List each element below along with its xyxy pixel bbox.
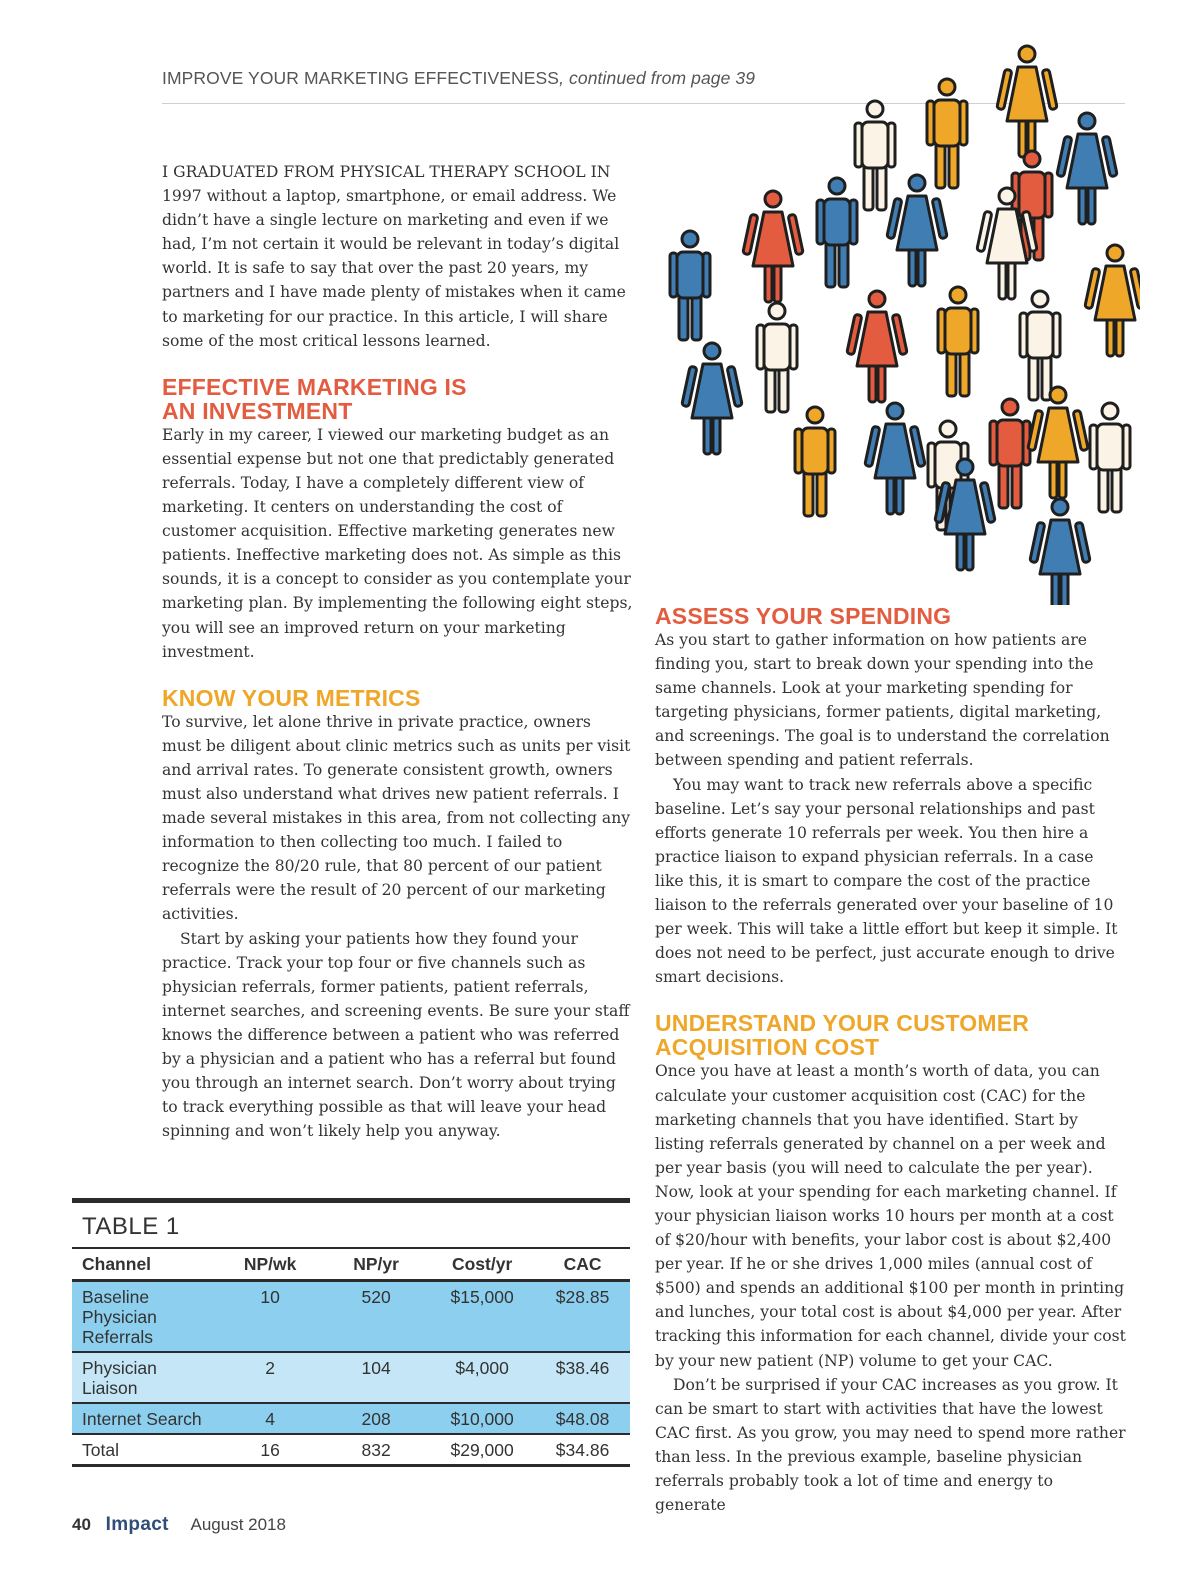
heading-line: UNDERSTAND YOUR CUSTOMER <box>655 1010 1030 1037</box>
table-row <box>72 1403 630 1434</box>
intro-paragraph <box>162 160 634 353</box>
running-head-continued: , continued from page 39 <box>559 68 756 88</box>
cell-np-yr: 104 <box>323 1352 429 1403</box>
person-icon <box>887 175 947 286</box>
cell-cac: $38.46 <box>535 1352 630 1403</box>
cell-np-wk: 10 <box>217 1281 323 1353</box>
person-icon <box>997 46 1057 157</box>
person-icon <box>938 287 978 396</box>
cell-channel: Total <box>72 1434 217 1466</box>
person-icon <box>1085 245 1140 356</box>
cell-np-yr: 520 <box>323 1281 429 1353</box>
running-head-title: IMPROVE YOUR MARKETING EFFECTIVENESS <box>162 68 560 88</box>
person-icon <box>1057 113 1117 224</box>
heading-effective-marketing <box>162 375 634 423</box>
cell-cost-yr: $15,000 <box>429 1281 535 1353</box>
cac-paragraph-1: Once you have at least a month’s worth of data, you can calculate your customer acquisition cost (CAC) for the marketing channels that you have identified. Start by listing referrals generated by channel on a per week and per year basis (you will need to calculate the per year). Now, look at your spending for each marketing channel. If your physician liaison works 10 hours per month at a cost of $20/hour with benefits, your labor cost is about $2,400 per year. If he or she drives 1,000 miles (annual cost of $500) and spends an additional $100 per month in printing and lunches, your total cost is about $4,000 per year. After tracking this information for each channel, divide your cost by your new patient (NP) volume to get your CAC. <box>655 1062 1126 1370</box>
cell-np-wk: 16 <box>217 1434 323 1466</box>
left-column <box>162 160 634 1143</box>
metrics-paragraph-2: Start by asking your patients how they found your practice. Track your top four or five channels such as physician referrals, former patients, patient referrals, internet searches, and screening events. Be sure your staff knows the difference between a patient who was referred by a physician and a patient who has a referral but found you through an internet search. Don’t worry about trying to track everything possible as that will leave your head spinning and won’t likely help you anyway. <box>162 929 630 1141</box>
heading-line: ACQUISITION COST <box>655 1034 880 1061</box>
table-row <box>72 1352 630 1403</box>
person-icon <box>1028 387 1088 498</box>
person-icon <box>990 399 1030 508</box>
brand-logo: Impact <box>105 1514 169 1535</box>
person-icon <box>1090 403 1130 512</box>
person-icon <box>670 231 710 340</box>
person-icon <box>865 403 925 514</box>
heading-line: AN INVESTMENT <box>162 397 353 424</box>
heading-line: EFFECTIVE MARKETING IS <box>162 373 467 400</box>
cell-np-wk: 2 <box>217 1352 323 1403</box>
table-header-row <box>72 1248 630 1281</box>
cell-channel: Physician Liaison <box>72 1352 217 1403</box>
issue-date: August 2018 <box>190 1515 286 1534</box>
spending-paragraph-1: As you start to gather information on how patients are finding you, start to break down your spending into the same channels. Look at your marketing spending for targeting physicians, former patients, digital marketing, and screenings. The goal is to understand the correlation between spending and patient referrals. <box>655 631 1110 770</box>
heading-customer-acquisition-cost <box>655 1011 1127 1059</box>
cell-np-yr: 832 <box>323 1434 429 1466</box>
intro-lead-caps: I GRADUATED FROM PHYSICAL THERAPY SCHOOL IN <box>162 163 611 181</box>
cell-cac: $34.86 <box>535 1434 630 1466</box>
table-total-row <box>72 1434 630 1466</box>
column-header: CAC <box>535 1248 630 1281</box>
column-header: Cost/yr <box>429 1248 535 1281</box>
cell-channel: Baseline Physician Referrals <box>72 1281 217 1353</box>
cell-channel: Internet Search <box>72 1403 217 1434</box>
cell-cost-yr: $10,000 <box>429 1403 535 1434</box>
person-icon <box>1020 291 1060 400</box>
column-header: NP/wk <box>217 1248 323 1281</box>
heading-know-your-metrics: KNOW YOUR METRICS <box>162 684 421 711</box>
person-icon <box>682 343 742 454</box>
spending-paragraph-2: You may want to track new referrals above a specific baseline. Let’s say your personal relationships and past efforts generate 10 referrals per week. You then hire a practice liaison to expand physician referrals. In a case like this, it is smart to compare the cost of the practice liaison to the referrals generated over your baseline of 10 per week. This will take a little effort but keep it simple. It does not need to be perfect, just accurate enough to drive smart decisions. <box>655 775 1118 987</box>
page-footer <box>72 1514 286 1536</box>
heading-assess-spending: ASSESS YOUR SPENDING <box>655 603 952 629</box>
column-header: Channel <box>72 1248 217 1281</box>
person-icon <box>855 101 895 210</box>
table-row <box>72 1281 630 1353</box>
person-icon <box>847 291 907 402</box>
people-icons-illustration <box>660 40 1140 605</box>
page-number: 40 <box>72 1515 91 1534</box>
person-icon <box>817 178 857 287</box>
person-icon <box>927 79 967 188</box>
person-icon <box>743 191 803 302</box>
cac-paragraph-2: Don’t be surprised if your CAC increases as you grow. It can be smart to start with activities that have the lowest CAC first. As you grow, you may need to spend more rather than less. In the previous example, baseline physician referrals probably took a lot of time and energy to generate <box>655 1375 1126 1515</box>
cell-cost-yr: $4,000 <box>429 1352 535 1403</box>
cell-cac: $28.85 <box>535 1281 630 1353</box>
cac-table <box>72 1247 630 1467</box>
cell-cost-yr: $29,000 <box>429 1434 535 1466</box>
person-icon <box>757 303 797 412</box>
investment-paragraph: Early in my career, I viewed our marketing budget as an essential expense but not one that predictably generated referrals. Today, I have a completely different view of marketing. It centers on understanding the cost of customer acquisition. Effective marketing generates new patients. Ineffective marketing does not. As simple as this sounds, it is a concept to consider as you contemplate your marketing plan. By implementing the following eight steps, you will see an improved return on your marketing investment. <box>162 425 633 661</box>
cell-np-wk: 4 <box>217 1403 323 1434</box>
person-icon <box>1030 499 1090 605</box>
person-icon <box>795 407 835 516</box>
table-1 <box>72 1198 630 1467</box>
cell-cac: $48.08 <box>535 1403 630 1434</box>
column-header: NP/yr <box>323 1248 429 1281</box>
cell-np-yr: 208 <box>323 1403 429 1434</box>
right-column <box>655 604 1127 1517</box>
metrics-paragraph-1: To survive, let alone thrive in private practice, owners must be diligent about clinic metrics such as units per visit and arrival rates. To generate consistent growth, owners must also understand what drives new patient referrals. I made several mistakes in this area, from not collecting any information to then collecting too much. I failed to recognize the 80/20 rule, that 80 percent of our patient referrals were the result of 20 percent of our marketing activities. <box>162 712 631 924</box>
intro-body: 1997 without a laptop, smartphone, or email address. We didn’t have a single lecture on marketing and even if we had, I’m not certain it would be relevant in today’s digital world. It is safe to say that over the past 20 years, my partners and I have made plenty of mistakes when it came to marketing for our practice. In this article, I will share some of the most critical lessons learned. <box>162 187 626 350</box>
table-title: TABLE 1 <box>82 1213 180 1240</box>
